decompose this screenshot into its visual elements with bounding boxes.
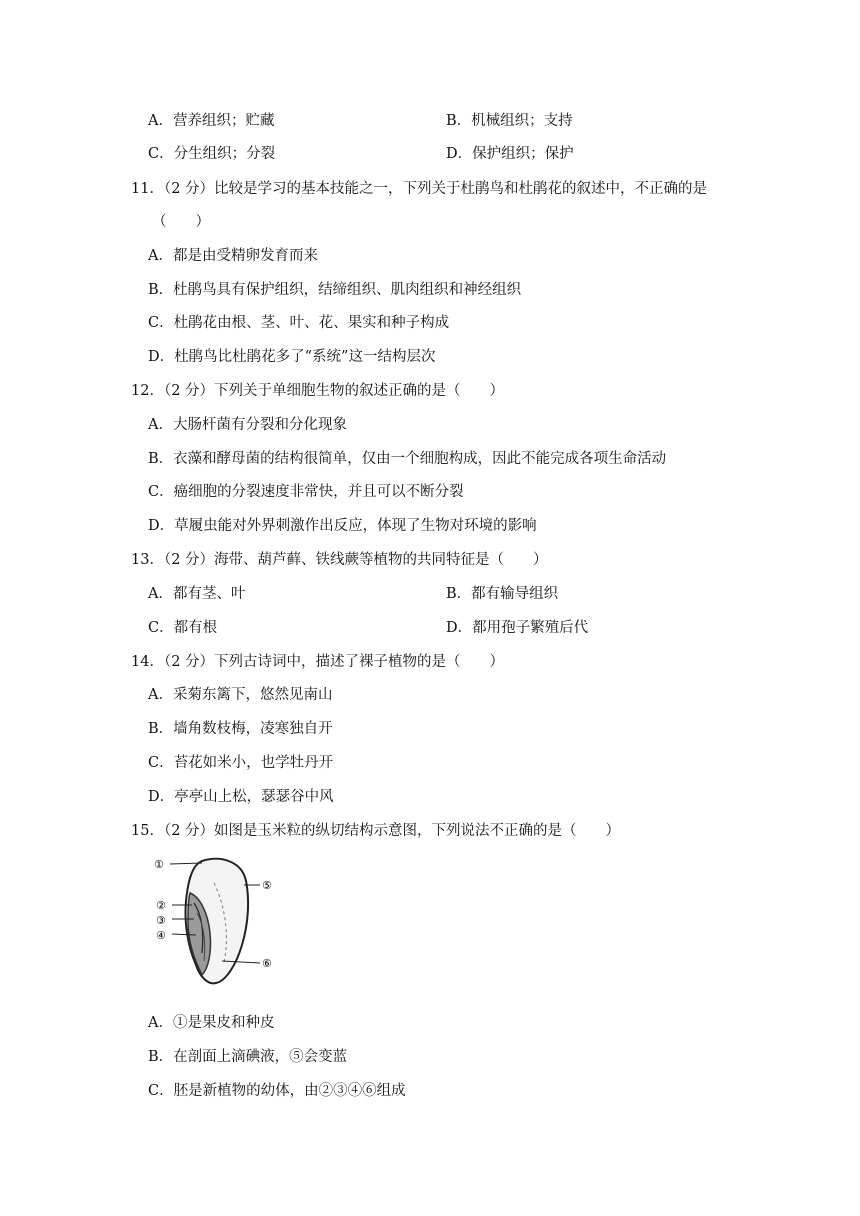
q14-option-c: C．苔花如米小，也学牡丹开 — [148, 755, 334, 771]
q14-option-a: A．采菊东篱下，悠然见南山 — [148, 687, 333, 703]
q12-option-a: A．大肠杆菌有分裂和分化现象 — [148, 417, 347, 433]
q15-option-b: B．在剖面上滴碘液，⑤会变蓝 — [148, 1049, 348, 1065]
q15-option-c: C．胚是新植物的幼体，由②③④⑥组成 — [148, 1083, 406, 1099]
q13-option-b: B．都有输导组织 — [446, 586, 559, 602]
diagram-label-1: ① — [154, 858, 164, 871]
q14-option-b: B．墙角数枝梅，凌寒独自开 — [148, 721, 333, 737]
q11-option-b: B．杜鹃鸟具有保护组织，结缔组织、肌肉组织和神经组织 — [148, 282, 522, 298]
q11-answer-blank: （ ） — [152, 214, 210, 230]
q14-option-d: D．亭亭山上松，瑟瑟谷中风 — [148, 789, 334, 805]
diagram-label-2: ② — [156, 899, 166, 912]
q10-option-a: A．营养组织；贮藏 — [148, 113, 275, 129]
diagram-label-4: ④ — [156, 929, 166, 942]
diagram-label-6: ⑥ — [262, 957, 272, 970]
q10-option-d: D．保护组织；保护 — [446, 146, 574, 162]
q11-option-d: D．杜鹃鸟比杜鹃花多了“系统”这一结构层次 — [148, 349, 436, 365]
q13-stem: 13．（2 分）海带、葫芦藓、铁线蕨等植物的共同特征是（ ） — [131, 552, 548, 568]
q12-stem: 12．（2 分）下列关于单细胞生物的叙述正确的是（ ） — [131, 383, 505, 399]
q11-option-c: C．杜鹃花由根、茎、叶、花、果实和种子构成 — [148, 315, 450, 331]
q12-option-c: C．癌细胞的分裂速度非常快，并且可以不断分裂 — [148, 484, 464, 500]
q15-option-a: A．①是果皮和种皮 — [148, 1015, 275, 1031]
diagram-label-3: ③ — [156, 914, 166, 927]
q12-option-d: D．草履虫能对外界刺激作出反应，体现了生物对环境的影响 — [148, 518, 537, 534]
q14-stem: 14．（2 分）下列古诗词中，描述了裸子植物的是（ ） — [131, 654, 505, 670]
q13-option-a: A．都有茎、叶 — [148, 586, 246, 602]
q15-stem: 15．（2 分）如图是玉米粒的纵切结构示意图，下列说法不正确的是（ ） — [131, 823, 621, 839]
q13-option-d: D．都用孢子繁殖后代 — [446, 620, 589, 636]
q10-option-c: C．分生组织；分裂 — [148, 146, 276, 162]
q13-option-c: C．都有根 — [148, 620, 218, 636]
corn-kernel-diagram — [150, 853, 290, 988]
q11-stem: 11．（2 分）比较是学习的基本技能之一，下列关于杜鹃鸟和杜鹃花的叙述中，不正确的是 — [131, 181, 708, 197]
diagram-label-5: ⑤ — [262, 879, 272, 892]
q11-option-a: A．都是由受精卵发育而来 — [148, 248, 318, 264]
q12-option-b: B．衣藻和酵母菌的结构很简单，仅由一个细胞构成，因此不能完成各项生命活动 — [148, 451, 667, 467]
q10-option-b: B．机械组织；支持 — [446, 113, 573, 129]
